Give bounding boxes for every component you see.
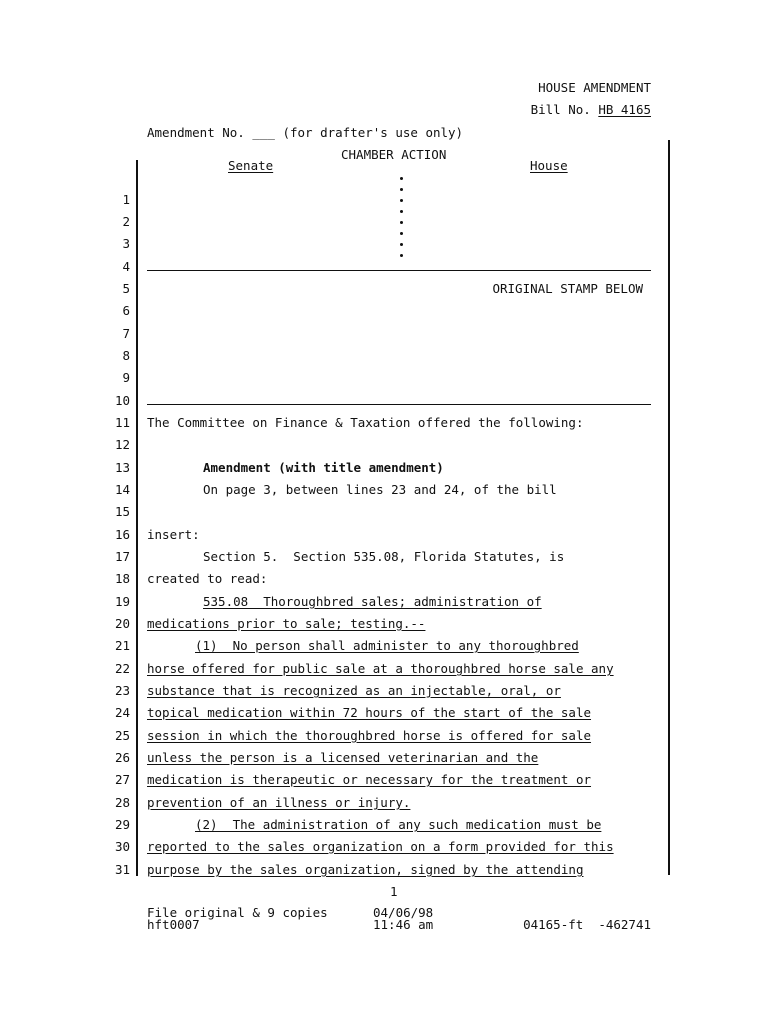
line-number: 27 — [114, 772, 130, 787]
stamp-top-rule — [147, 270, 651, 271]
body-line: insert: — [147, 527, 200, 542]
amendment-number-line: Amendment No. ___ (for drafter's use only) — [147, 125, 464, 140]
line-number: 23 — [114, 683, 130, 698]
line-number: 10 — [114, 393, 130, 408]
body-line: On page 3, between lines 23 and 24, of the bill — [203, 482, 557, 497]
senate-label: Senate — [228, 158, 274, 173]
line-number: 16 — [114, 527, 130, 542]
line-number: 24 — [114, 705, 130, 720]
line-number: 1 — [122, 192, 130, 207]
line-number: 22 — [114, 661, 130, 676]
line-number: 30 — [114, 839, 130, 854]
inserted-text-line: substance that is recognized as an injectable, oral, or — [147, 683, 561, 698]
inserted-text-line: (2) The administration of any such medication must be — [195, 817, 602, 832]
inserted-text-line: medications prior to sale; testing.-- — [147, 616, 426, 631]
inserted-text-line: prevention of an illness or injury. — [147, 795, 411, 810]
inserted-text-line: (1) No person shall administer to any thoroughbred — [195, 638, 579, 653]
line-number: 26 — [114, 750, 130, 765]
bill-number: HB 4165 — [598, 102, 651, 117]
inserted-text-line: medication is therapeutic or necessary for the treatment or — [147, 772, 592, 787]
line-number: 19 — [114, 594, 130, 609]
inserted-text-line: unless the person is a licensed veterinarian and the — [147, 750, 539, 765]
line-number: 6 — [122, 303, 130, 318]
body-line: Section 5. Section 535.08, Florida Statutes, is — [203, 549, 565, 564]
inserted-text-line: session in which the thoroughbred horse is offered for sale — [147, 728, 592, 743]
line-number: 25 — [114, 728, 130, 743]
page-number: 1 — [390, 884, 398, 899]
amendment-heading: Amendment (with title amendment) — [203, 460, 444, 475]
line-number: 18 — [114, 571, 130, 586]
stamp-label: ORIGINAL STAMP BELOW — [492, 281, 643, 296]
line-number: 5 — [122, 281, 130, 296]
footer-date: 04/06/98 — [373, 905, 434, 920]
line-number: 28 — [114, 795, 130, 810]
chamber-action-title: CHAMBER ACTION — [341, 147, 447, 162]
bill-prefix: Bill No. — [530, 102, 599, 117]
right-margin-rule — [668, 140, 670, 875]
line-number: 17 — [114, 549, 130, 564]
body-line: created to read: — [147, 571, 268, 586]
line-number: 12 — [114, 437, 130, 452]
file-code: hft0007 — [147, 917, 200, 932]
line-number: 21 — [114, 638, 130, 653]
line-number: 2 — [122, 214, 130, 229]
line-number: 9 — [122, 370, 130, 385]
inserted-text-line: reported to the sales organization on a form provided for this — [147, 839, 614, 854]
line-number: 7 — [122, 326, 130, 341]
line-number: 11 — [114, 415, 130, 430]
footer-time: 11:46 am — [373, 917, 434, 932]
inserted-text-line: horse offered for public sale at a thoroughbred horse sale any — [147, 661, 614, 676]
committee-line: The Committee on Finance & Taxation offered the following: — [147, 415, 584, 430]
inserted-text-line: 535.08 Thoroughbred sales; administration of — [203, 594, 542, 609]
line-number: 14 — [114, 482, 130, 497]
stamp-bottom-rule — [147, 404, 651, 405]
document-id: 04165-ft -462741 — [523, 917, 651, 932]
line-number: 20 — [114, 616, 130, 631]
house-label: House — [530, 158, 568, 173]
line-number: 29 — [114, 817, 130, 832]
line-number: 8 — [122, 348, 130, 363]
line-number: 13 — [114, 460, 130, 475]
inserted-text-line: topical medication within 72 hours of the start of the sale — [147, 705, 592, 720]
line-number: 4 — [122, 259, 130, 274]
bill-number-line — [400, 102, 651, 118]
file-info: File original & 9 copies — [147, 905, 328, 920]
line-number: 31 — [114, 862, 130, 877]
line-number: 15 — [114, 504, 130, 519]
left-margin-rule — [136, 160, 138, 876]
document-title: HOUSE AMENDMENT — [538, 80, 651, 95]
inserted-text-line: purpose by the sales organization, signed by the attending — [147, 862, 584, 877]
line-number: 3 — [122, 236, 130, 251]
